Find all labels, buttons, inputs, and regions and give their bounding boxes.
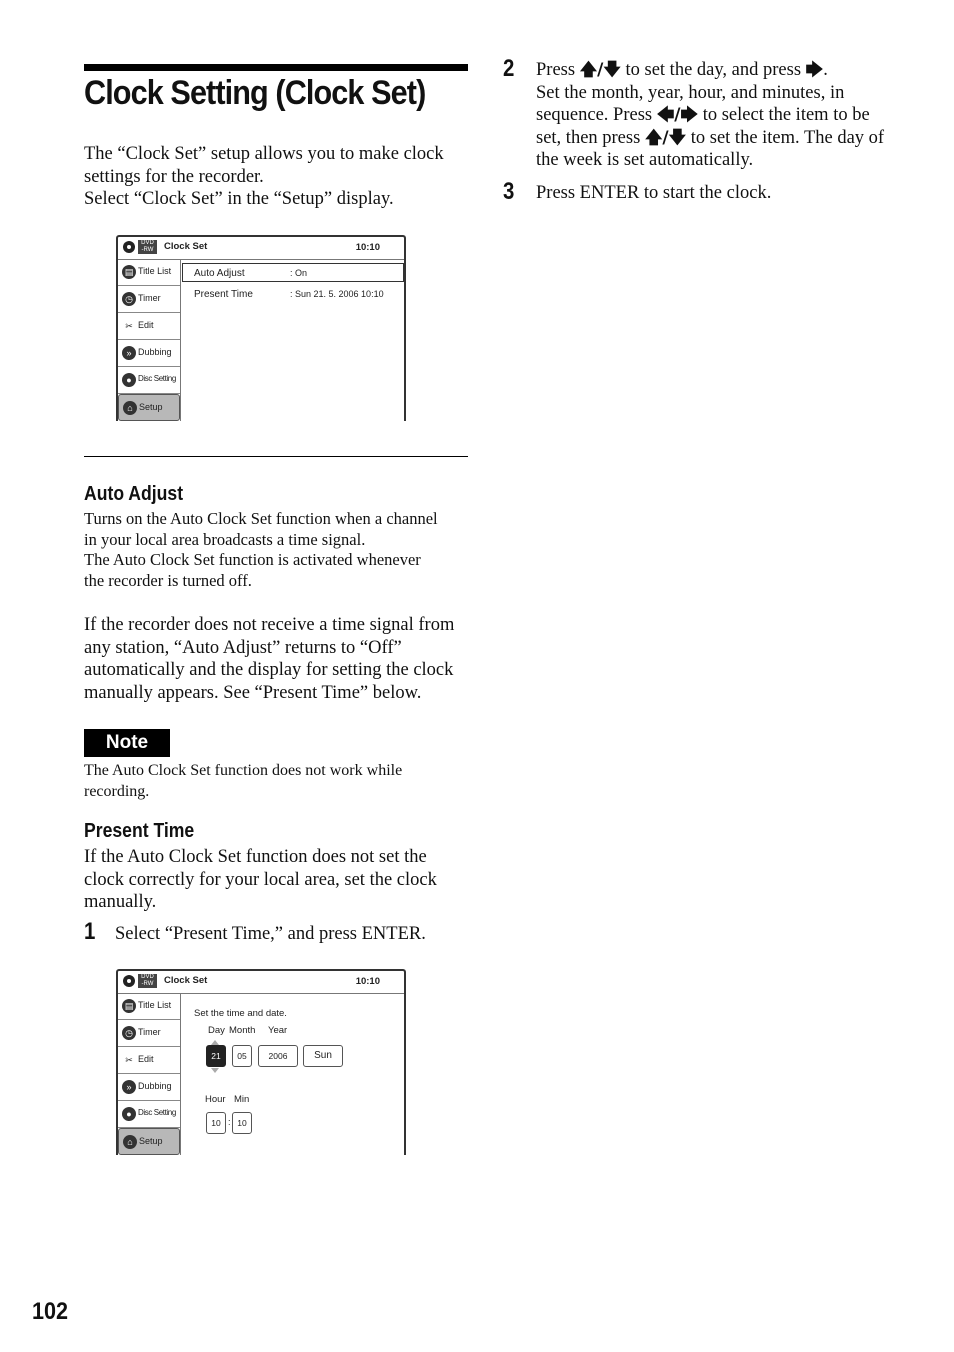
present-time-label[interactable]: Present Time [194,289,253,300]
step-number-3: 3 [503,178,515,205]
right-arrow-icon: 🡆 [805,60,824,80]
month-column-label: Month [229,1025,256,1036]
step-1-text: Select “Present Time,” and press ENTER. [115,924,426,944]
year-field[interactable]: 2006 [258,1045,298,1067]
text-line: The Auto Clock Set function is activated whenever [84,550,421,569]
weekday-field: Sun [303,1045,343,1067]
text-line: the recorder is turned off. [84,570,252,590]
up-down-arrows-icon: 🡅/🡇 [644,127,687,148]
note-label: Note [84,729,170,757]
auto-adjust-label: Auto Adjust [194,268,245,279]
text-line: Set the month, year, hour, and minutes, in [536,82,845,103]
present-time-paragraph [84,846,474,914]
text-line: If the Auto Clock Set function does not set the [84,847,427,867]
menu-item-disc-setting[interactable]: ● Disc Setting [118,367,180,394]
osd-menu [118,993,181,1155]
timer-icon: ◷ [122,1026,136,1040]
day-column-label: Day [208,1025,225,1036]
text-line: sequence. Press 🡄/🡆 to select the item to be [536,105,870,125]
scissors-icon: ✂ [122,1053,136,1067]
text-line: in your local area broadcasts a time signal. [84,529,366,549]
text-line: the week is set automatically. [536,150,754,170]
text-line: manually. [84,892,157,912]
step-number-2: 2 [503,55,515,82]
osd-header-time: 10:10 [355,976,380,987]
auto-adjust-heading: Auto Adjust [84,483,184,505]
text-line: any station, “Auto Adjust” returns to “Off” [84,637,402,658]
dubbing-icon: » [122,1080,136,1094]
menu-item-disc-setting[interactable]: ● Disc Setting [118,1101,180,1128]
osd-header-time: 10:10 [355,242,380,253]
hour-column-label: Hour [205,1094,226,1105]
menu-item-setup[interactable]: ⌂ Setup [118,1128,180,1155]
osd-header [118,971,404,994]
auto-adjust-paragraph-2 [84,614,474,704]
disc-setting-icon: ● [122,373,136,387]
time-separator: : [228,1117,231,1127]
text-line: automatically and the display for setting the clock [84,660,454,680]
scissors-icon: ✂ [122,319,136,333]
text-line: recording. [84,783,150,800]
text-line: Press 🡅/🡇 to set the day, and press 🡆. [536,60,828,80]
page-number: 102 [32,1298,69,1325]
text-line: set, then press 🡅/🡇 to set the item. The day of [536,127,885,148]
dubbing-icon: » [122,346,136,360]
step-number-1: 1 [84,918,96,945]
title-rule [84,64,468,71]
text-line: Turns on the Auto Clock Set function when a channel [84,509,438,528]
day-field[interactable]: 21 [206,1045,226,1067]
menu-item-edit[interactable]: ✂ Edit [118,1047,180,1074]
menu-item-edit[interactable]: ✂ Edit [118,313,180,340]
menu-item-title-list[interactable]: ▤ Title List [118,993,180,1020]
menu-item-timer[interactable]: ◷ Timer [118,286,180,313]
text-line: If the recorder does not receive a time signal from [84,615,455,635]
intro-line: settings for the recorder. [84,166,264,187]
intro-line: Select “Clock Set” in the “Setup” display. [84,189,394,209]
set-time-instruction: Set the time and date. [194,1008,287,1019]
month-field[interactable]: 05 [232,1045,252,1067]
text-line: clock correctly for your local area, set the clock [84,869,437,890]
title-list-icon: ▤ [122,265,136,279]
menu-item-setup[interactable]: ⌂ Setup [118,394,180,421]
toolbox-icon: ⌂ [123,401,137,415]
present-time-value: : Sun 21. 5. 2006 10:10 [290,289,384,299]
note-text [84,760,468,802]
section-divider [84,456,468,457]
hour-field[interactable]: 10 [206,1112,226,1134]
text-line: The Auto Clock Set function does not work while [84,762,403,779]
disc-icon [123,241,135,253]
down-arrow-icon [211,1068,219,1073]
dvd-rw-badge: DVD -RW [138,974,157,988]
menu-item-timer[interactable]: ◷ Timer [118,1020,180,1047]
text-line: manually appears. See “Present Time” below. [84,682,422,703]
auto-adjust-value: : On [290,268,308,278]
left-right-arrows-icon: 🡄/🡆 [656,105,699,125]
present-time-heading: Present Time [84,820,195,842]
menu-item-dubbing[interactable]: » Dubbing [118,340,180,367]
auto-adjust-paragraph-1 [84,509,474,591]
year-column-label: Year [268,1025,288,1036]
osd-header [118,237,404,260]
disc-icon [123,975,135,987]
title-list-icon: ▤ [122,999,136,1013]
up-down-arrows-icon: 🡅/🡇 [579,60,621,80]
osd-header-title: Clock Set [164,975,208,986]
minute-column-label: Min [234,1094,250,1105]
page-title: Clock Setting (Clock Set) [84,74,426,112]
minute-field[interactable]: 10 [232,1112,252,1134]
step-2-text [536,59,896,172]
step-3-text: Press ENTER to start the clock. [536,183,772,203]
osd-menu [118,259,181,421]
osd-screen-clock-set [116,235,406,421]
dvd-rw-badge: DVD -RW [138,240,157,254]
disc-setting-icon: ● [122,1107,136,1121]
osd-screen-set-time [116,969,406,1155]
menu-item-title-list[interactable]: ▤ Title List [118,259,180,286]
toolbox-icon: ⌂ [123,1135,137,1149]
intro-paragraph [84,143,474,211]
intro-line: The “Clock Set” setup allows you to make clock [84,144,444,164]
timer-icon: ◷ [122,292,136,306]
osd-header-title: Clock Set [164,241,208,252]
menu-item-dubbing[interactable]: » Dubbing [118,1074,180,1101]
